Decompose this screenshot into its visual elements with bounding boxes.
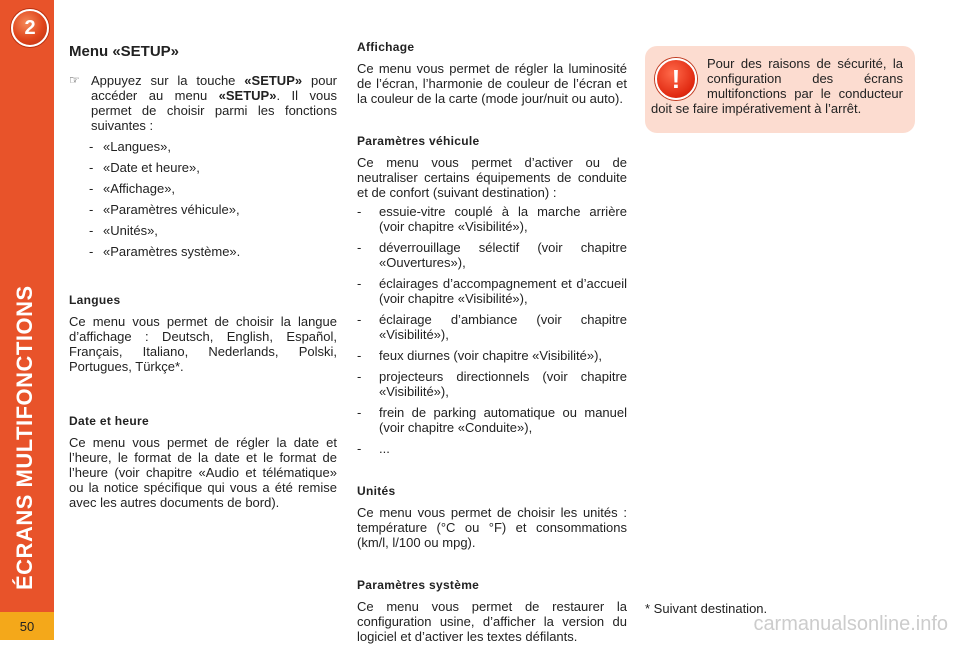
intro-text: Appuyez sur la touche «SETUP» pour accéder au menu «SETUP». Il vous permet de choisir parmi les fonctions suivantes : — [91, 73, 337, 133]
chapter-badge: 2 — [11, 9, 49, 47]
list-item: - «Paramètres véhicule», — [89, 202, 240, 217]
list-item: - essuie-vitre couplé à la marche arrière (voir chapitre «Visibilité»), — [357, 204, 627, 234]
list-item: - «Langues», — [89, 139, 171, 154]
watermark: carmanualsonline.info — [753, 613, 948, 635]
affichage-section — [357, 40, 627, 106]
langues-section — [69, 293, 337, 374]
list-item: - frein de parking automatique ou manuel (voir chapitre «Conduite»), — [357, 405, 627, 435]
list-item: - éclairages d’accompagnement et d’accueil (voir chapitre «Visibilité»), — [357, 276, 627, 306]
warning-text: Pour des raisons de sécurité, la configuration des écrans multifonctions par le conducteur doit se faire impérativement à l’arrêt. — [651, 56, 903, 116]
column-3 — [645, 46, 915, 133]
unites-text: Ce menu vous permet de choisir les unités : température (°C ou °F) et consommations (km/l, l/100 ou mpg). — [357, 505, 627, 550]
systeme-text: Ce menu vous permet de restaurer la configuration usine, d’afficher la version du logiciel et d’activer les textes défilants. — [357, 599, 627, 644]
affichage-text: Ce menu vous permet de régler la luminosité de l’écran, l’harmonie de couleur de l’écran et la couleur de la carte (mode jour/nuit ou auto). — [357, 61, 627, 106]
unites-section — [357, 484, 627, 550]
setup-menu-list — [89, 139, 337, 259]
menu-title: Menu «SETUP» — [69, 43, 180, 60]
langues-heading: Langues — [69, 293, 121, 307]
column-2 — [357, 40, 627, 672]
vehicule-list — [357, 204, 627, 456]
list-item: - «Paramètres système». — [89, 244, 241, 259]
vehicule-heading: Paramètres véhicule — [357, 134, 480, 148]
page-number: 50 — [0, 612, 54, 640]
langues-text: Ce menu vous permet de choisir la langue d’affichage : Deutsch, English, Español, Français, Italiano, Nederlands, Polski, Portugues, Türkçe*. — [69, 314, 337, 374]
date-text: Ce menu vous permet de régler la date et l’heure, le format de la date et le format de l’heure (voir chapitre «Audio et télématique» ou la notice spécifique qui vous a été remise avec les autres documents de bord). — [69, 435, 337, 510]
list-item: - ... — [357, 441, 390, 456]
intro-bullet — [69, 73, 337, 133]
vehicule-text: Ce menu vous permet d’activer ou de neutraliser certains équipements de conduite et de confort (suivant destination) : — [357, 155, 627, 200]
list-item: - projecteurs directionnels (voir chapitre «Visibilité»), — [357, 369, 627, 399]
list-item: - feux diurnes (voir chapitre «Visibilité»), — [357, 348, 603, 363]
column-1 — [69, 40, 337, 538]
systeme-section — [357, 578, 627, 644]
unites-heading: Unités — [357, 484, 396, 498]
list-item: - déverrouillage sélectif (voir chapitre «Ouvertures»), — [357, 240, 627, 270]
warning-icon: ! — [655, 58, 697, 100]
list-item: - «Date et heure», — [89, 160, 200, 175]
date-heading: Date et heure — [69, 414, 149, 428]
date-section — [69, 414, 337, 510]
footnote: * Suivant destination. — [645, 601, 768, 616]
list-item: - «Unités», — [89, 223, 158, 238]
pointing-hand-icon: ☞ — [69, 73, 80, 87]
affichage-heading: Affichage — [357, 40, 415, 54]
safety-warning-box — [645, 46, 915, 133]
systeme-heading: Paramètres système — [357, 578, 480, 592]
list-item: - «Affichage», — [89, 181, 176, 196]
list-item: - éclairage d’ambiance (voir chapitre «Visibilité»), — [357, 312, 627, 342]
section-title: ÉCRANS MULTIFONCTIONS — [12, 285, 37, 590]
sidebar — [0, 0, 54, 640]
vehicule-section — [357, 134, 627, 456]
